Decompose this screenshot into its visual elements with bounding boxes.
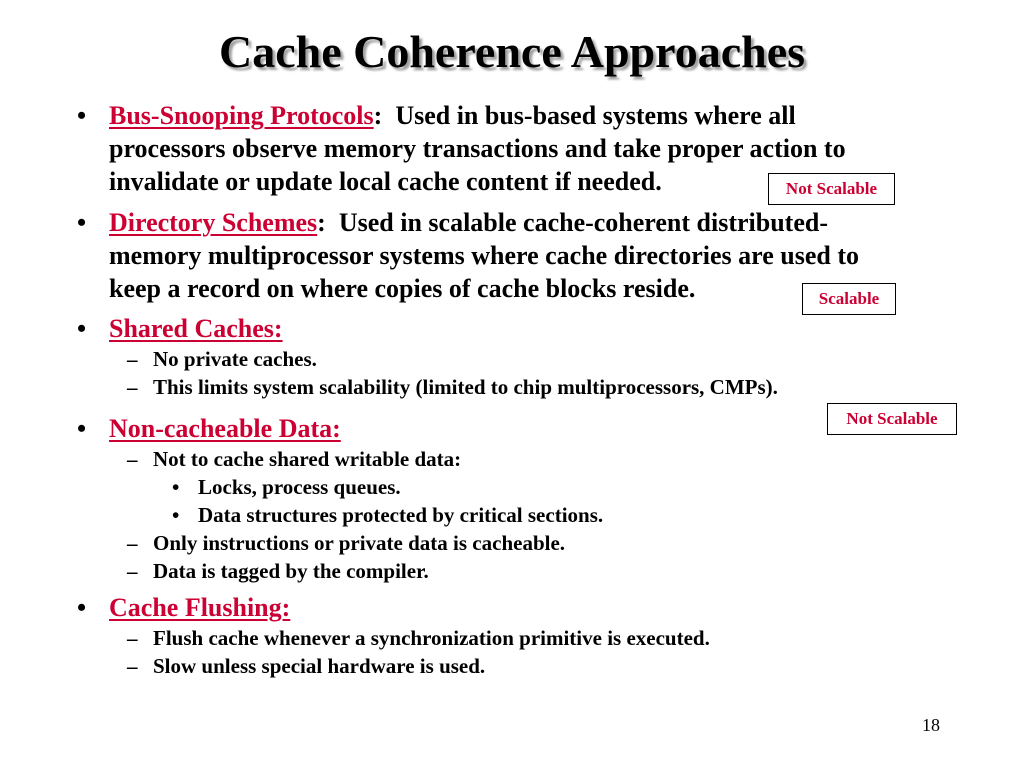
sub-item-text: This limits system scalability (limited to chip multiprocessors, CMPs).: [153, 375, 778, 399]
term-non-cacheable-data: Non-cacheable Data:: [109, 414, 341, 443]
tag-not-scalable: Not Scalable: [768, 173, 895, 205]
item-text-line: Used in bus-based systems where all: [395, 101, 796, 130]
bullet-glyph: •: [77, 314, 87, 343]
bullet-glyph: •: [77, 208, 87, 237]
page-number: 18: [922, 715, 940, 735]
bullet-glyph: •: [77, 593, 87, 622]
term-cache-flushing: Cache Flushing:: [109, 593, 291, 622]
dash-glyph: –: [127, 531, 138, 555]
term-colon: :: [317, 208, 326, 237]
dash-glyph: –: [127, 559, 138, 583]
item-text-line: invalidate or update local cache content if needed.: [109, 167, 662, 196]
sub-item-text: Only instructions or private data is cacheable.: [153, 531, 566, 555]
term-bus-snooping: Bus-Snooping Protocols: [109, 101, 374, 130]
item-text-line: memory multiprocessor systems where cache directories are used to: [109, 241, 859, 270]
sub-sub-item-text: Data structures protected by critical sections.: [198, 503, 604, 527]
bullet-glyph: •: [77, 414, 87, 443]
dash-glyph: –: [127, 654, 138, 678]
sub-item-text: Flush cache whenever a synchronization primitive is executed.: [153, 626, 710, 650]
sub-item-text: Data is tagged by the compiler.: [153, 559, 429, 583]
sub-item-text: Not to cache shared writable data:: [153, 447, 462, 471]
dash-glyph: –: [127, 347, 138, 371]
term-shared-caches: Shared Caches:: [109, 314, 283, 343]
bullet-glyph: •: [172, 503, 180, 527]
sub-sub-item-text: Locks, process queues.: [198, 475, 401, 499]
item-text-line: processors observe memory transactions and take proper action to: [109, 134, 846, 163]
sub-item-text: Slow unless special hardware is used.: [153, 654, 486, 678]
dash-glyph: –: [127, 375, 138, 399]
tag-scalable: Scalable: [802, 283, 896, 315]
term-colon: :: [373, 101, 383, 130]
dash-glyph: –: [127, 626, 138, 650]
item-text-line: keep a record on where copies of cache blocks reside.: [109, 274, 696, 303]
term-directory-schemes: Directory Schemes: [109, 208, 318, 237]
bullet-glyph: •: [77, 101, 87, 130]
slide-title: Cache Coherence Approaches: [218, 26, 806, 77]
item-text-line: Used in scalable cache-coherent distributed-: [338, 208, 828, 237]
bullet-glyph: •: [172, 475, 180, 499]
dash-glyph: –: [127, 447, 138, 471]
sub-item-text: No private caches.: [153, 347, 317, 371]
tag-not-scalable: Not Scalable: [827, 403, 957, 435]
